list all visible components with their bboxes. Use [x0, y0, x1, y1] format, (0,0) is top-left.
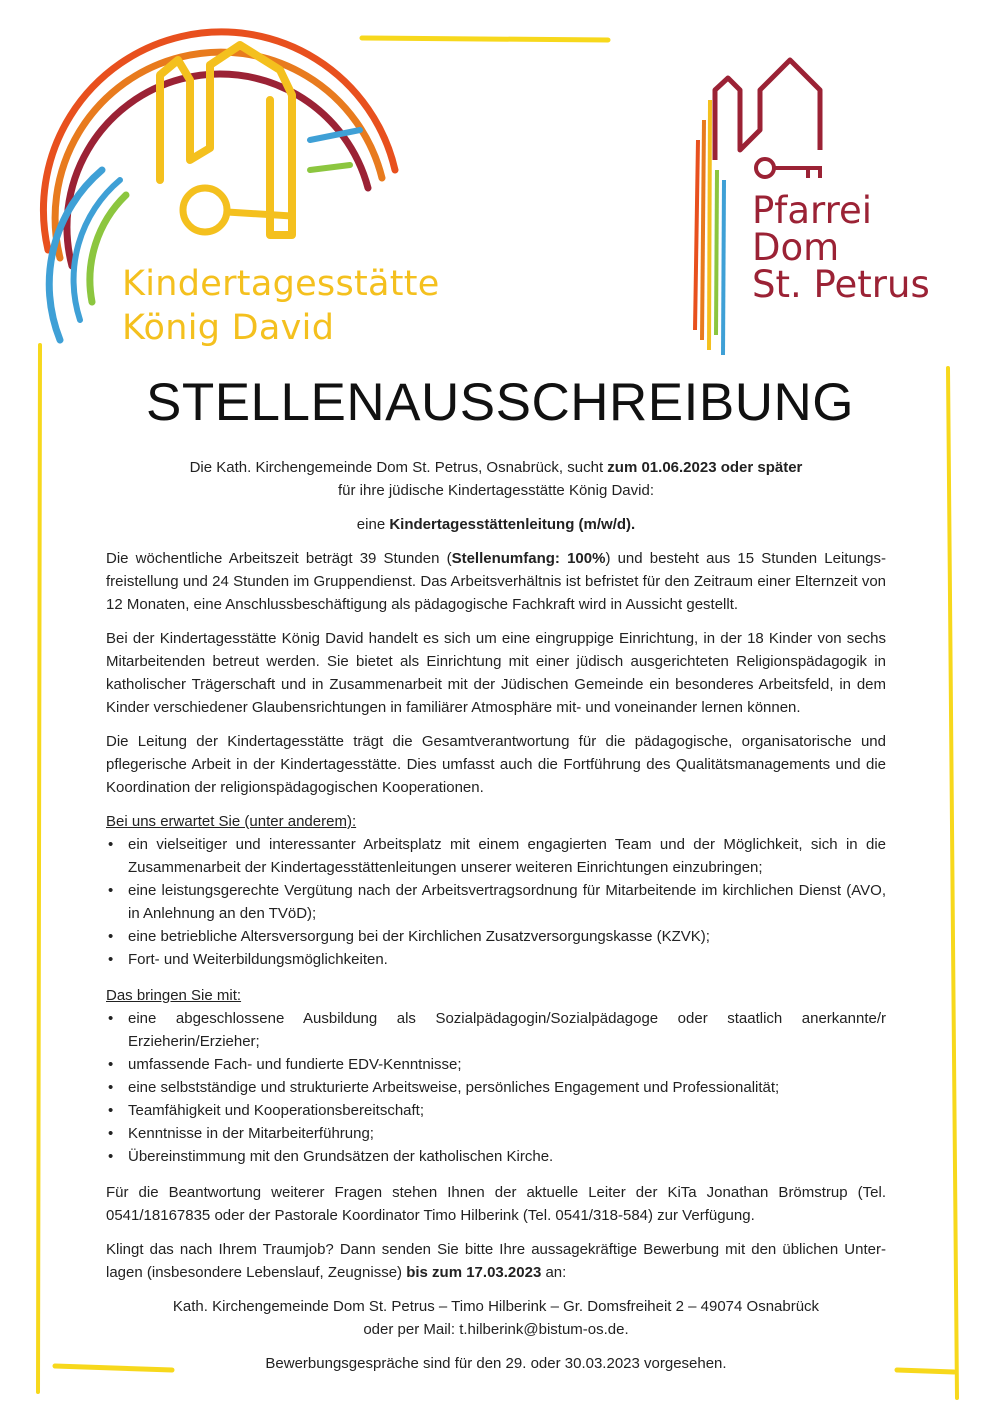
para1-before: Die wöchentliche Arbeitszeit beträgt 39 Stunden (: [106, 550, 452, 567]
page-title: STELLENAUSSCHREIBUNG: [145, 373, 854, 432]
parish-name-line2: Dom: [752, 226, 840, 269]
list-item: • Übereinstimmung mit den Grundsätzen der katholischen Kirche.: [106, 1145, 886, 1168]
apply-paragraph: [106, 1238, 886, 1284]
list-item: • ein vielseitiger und interessanter Arbeitsplatz mit einem engagierten Team und der Möglichkeit, sich in die Zusammenarbeit der Kindertagesstättenleitungen unserer weiteren Einrichtungen einzubringen;: [106, 833, 886, 879]
list-item: • Kenntnisse in der Mitarbeiterführung;: [106, 1122, 886, 1145]
job-posting-body: [106, 456, 886, 1375]
list-item: • eine abgeschlossene Ausbildung als Sozialpädagogin/Sozialpädagoge oder staatlich anerkannte/r Erzieherin/Erzieher;: [106, 1007, 886, 1053]
job-scope: Stellenumfang: 100%: [451, 550, 606, 567]
working-time-paragraph: [106, 547, 886, 616]
deadline: bis zum 17.03.2023: [406, 1264, 542, 1281]
list-item: • eine betriebliche Altersversorgung bei der Kirchlichen Zusatzversorgungskasse (KZVK);: [106, 925, 886, 948]
parish-name-block: [752, 189, 930, 306]
address-line2: oder per Mail: t.hilberink@bistum-os.de.: [363, 1321, 629, 1338]
kita-name-line2: König David: [122, 308, 335, 348]
offers-heading: Bei uns erwartet Sie (unter anderem):: [106, 813, 357, 830]
list-item: • Teamfähigkeit und Kooperationsbereitschaft;: [106, 1099, 886, 1122]
interviews-note: Bewerbungsgespräche sind für den 29. oder 30.03.2023 vorgesehen.: [265, 1355, 727, 1372]
list-item: • Fort- und Weiterbildungsmöglichkeiten.: [106, 948, 886, 971]
responsibility-paragraph: Die Leitung der Kindertagesstätte trägt die Gesamtverantwortung für die pädagogische, organisatorische und pflegerische Arbeit in der Kindertagesstätte. Dies umfasst auch die Fortführung des Qualitätsmanagements und die Koordination der religionspädagogischen Kooperationen.: [106, 733, 886, 796]
requirements-list: [106, 1007, 886, 1168]
requirements-heading: Das bringen Sie mit:: [106, 987, 242, 1004]
kita-name-line1: Kindertagesstätte: [122, 264, 440, 304]
position-prefix: eine: [356, 516, 390, 533]
list-item: • eine selbstständige und strukturierte Arbeitsweise, persönliches Engagement und Professionalität;: [106, 1076, 886, 1099]
position-title: Kindertagesstättenleitung (m/w/d).: [389, 516, 636, 533]
questions-paragraph: Für die Beantwortung weiterer Fragen stehen Ihnen der aktuelle Leiter der KiTa Jonathan Brömstrup (Tel. 0541/18167835 oder der Pastorale Koordinator Timo Hilberink (Tel. 0541/318-584) zur Verfügung.: [106, 1184, 886, 1224]
kita-name-block: [122, 262, 440, 350]
position-line: [106, 513, 886, 536]
list-item: • eine leistungsgerechte Vergütung nach der Arbeitsvertragsordnung für Mitarbeitende im kirchlichen Dienst (AVO, in Anlehnung an den TVöD);: [106, 879, 886, 925]
intro-line1-text: Die Kath. Kirchengemeinde Dom St. Petrus, Osnabrück, sucht: [189, 459, 608, 476]
apply-before: Klingt das nach Ihrem Traumjob? Dann senden Sie bitte Ihre aussagekräftige Bewerbung mit den üblichen Unter-lagen (insbesondere Lebenslauf, Zeugnisse): [106, 1241, 886, 1281]
facility-paragraph: Bei der Kindertagesstätte König David handelt es sich um eine eingruppige Einrichtung, in der 18 Kinder von sechs Mitarbeitenden betreut werden. Sie bietet als Einrichtung mit einer jüdisch ausgerichteten Religionspädagogik in katholischer Trägerschaft und in Zusammenarbeit mit der Jüdischen Gemeinde ein besonderes Arbeitsfeld, in dem Kinder verschiedener Glaubensrichtungen in familiärer Atmosphäre mit- und voneinander lernen können.: [106, 630, 886, 716]
start-date: zum 01.06.2023 oder später: [607, 459, 803, 476]
offers-list: [106, 833, 886, 971]
apply-after: an:: [541, 1264, 567, 1281]
parish-name-line3: St. Petrus: [752, 263, 930, 306]
list-item: • umfassende Fach- und fundierte EDV-Kenntnisse;: [106, 1053, 886, 1076]
para1-after: ) und besteht aus 15 Stunden Leitungs-freistellung und 24 Stunden im Gruppendienst. Das Arbeitsverhältnis ist befristet für den Zeitraum einer Elternzeit von 12 Monaten, eine Anschlussbeschäftigung als pädagogische Fachkraft wird in Aussicht gestellt.: [106, 550, 886, 613]
intro-line2: für ihre jüdische Kindertagesstätte König David:: [337, 482, 654, 499]
intro-line1: [106, 456, 886, 479]
parish-name-line1: Pfarrei: [752, 189, 873, 232]
address-line1: Kath. Kirchengemeinde Dom St. Petrus – Timo Hilberink – Gr. Domsfreiheit 2 – 49074 Osnabrück: [172, 1298, 820, 1315]
